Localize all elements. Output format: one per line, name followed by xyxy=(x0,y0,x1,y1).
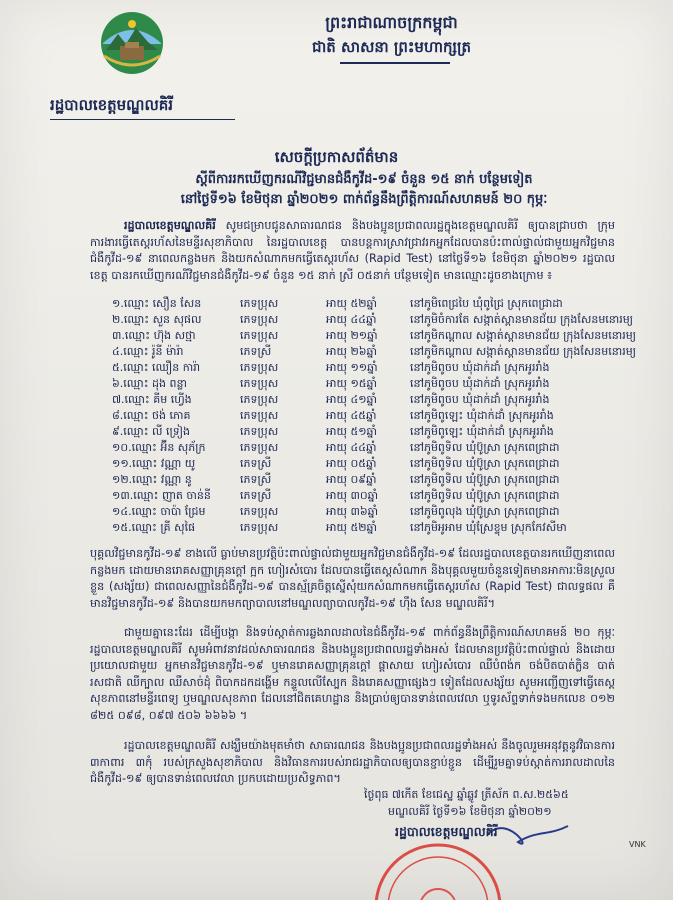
patient-age: អាយុ ៤១ឆ្នាំ xyxy=(326,393,378,406)
patient-age: អាយុ ៤៥ឆ្នាំ xyxy=(326,409,377,422)
patient-age: អាយុ ៣៦ឆ្នាំ xyxy=(326,505,379,518)
patient-address: នៅភូមិកណ្តាល សង្កាត់ស្ពានមានជ័យ ក្រុងសែនមនោរម្យ xyxy=(410,329,636,342)
patient-address: នៅភូមិពូទិល ឃុំប៊ូស្រា ស្រុកពេជ្រាដា xyxy=(410,457,560,470)
motto-divider xyxy=(340,62,450,64)
patient-age: អាយុ ៥២ឆ្នាំ xyxy=(326,297,378,310)
patient-row xyxy=(112,345,636,361)
patient-age: អាយុ ៣០ឆ្នាំ xyxy=(326,489,379,502)
paragraph-contact-history xyxy=(90,546,615,612)
patient-row xyxy=(112,329,636,345)
document-title: សេចក្តីប្រកាសព័ត៌មាន xyxy=(274,148,399,166)
patient-address: នៅភូមិពូចប ឃុំដាក់ដាំ ស្រុកអូររាំង xyxy=(410,377,550,390)
paragraph-appeal xyxy=(90,625,615,724)
kingdom-heading: ព្រះរាជាណាចក្រកម្ពុជា xyxy=(325,13,458,32)
lunar-date: ថ្ងៃពុធ ៧កើត ខែជេស្ឋ ឆ្នាំឆ្លូវ ត្រីស័ក ព.ស.២៥៦៥ xyxy=(364,788,569,801)
patient-age: អាយុ ៤៤ឆ្នាំ xyxy=(326,441,377,454)
patient-sex: ភេទប្រុស xyxy=(240,313,279,326)
paragraph-1-text: បុគ្គលវិជ្ជមានកូវីដ-១៩ ខាងលើ ធ្លាប់មានប្រវត្តិប៉ះពាល់ផ្ទាល់ជាមួយអ្នកវិជ្ជមានជំងឺកូវីដ-១៩ ដែលរដ្ឋបាលខេត្តបានរកឃើញនាពេលកន្លងមក ដោយមានរោគសញ្ញាគ្រុនក្តៅ ក្អក ហៀរសំបោរ ដែលបានធ្វើតេស្តសំណាក និងបុគ្គលមួយចំនួនទៀតមានអាការៈមិនស្រួលខ្លួន (សង្ស័យ) ជាពេលសញ្ញានៃជំងឺកូវីដ-១៩ បានស្ម័គ្រចិត្តស្នើសុំយកសំណាកមកធ្វើតេស្តរហ័ស (Rapid Test) ជាលទ្ធផល គឺមានវិជ្ជមានកូវីដ-១៩ និងបានយកមកព្យាបាលនៅមណ្ឌលព្យាបាលកូវីដ-១៩ ហ៊ឹង សែន មណ្ឌលគិរី។ xyxy=(90,547,615,610)
patient-sex: ភេទស្រី xyxy=(240,345,272,358)
administration-underline xyxy=(50,119,235,120)
patient-name: ៥.ឈ្មោះ ឈឿន ការ៉ា xyxy=(112,361,201,374)
document-headline xyxy=(95,170,633,210)
patient-list xyxy=(112,297,636,537)
patient-name: ១៣.ឈ្មោះ ញាត ចាន់នី xyxy=(112,489,211,502)
patient-name: ១១.ឈ្មោះ វណ្ណា យូ xyxy=(112,457,196,470)
patient-sex: ភេទប្រុស xyxy=(240,441,279,454)
patient-row xyxy=(112,457,632,473)
patient-sex: ភេទប្រុស xyxy=(240,409,279,422)
patient-row xyxy=(112,313,632,329)
patient-age: អាយុ ៤៤ឆ្នាំ xyxy=(326,313,377,326)
patient-address: នៅភូមិអូអាម ឃុំស្រែខ្ទុម ស្រុកកែវសីមា xyxy=(410,521,567,534)
intro-paragraph xyxy=(90,218,615,284)
patient-sex: ភេទប្រុស xyxy=(240,297,279,310)
paragraph-3-text: រដ្ឋបាលខេត្តមណ្ឌលគិរី សង្ឃឹមយ៉ាងមុតមាំថា សាធារណជន និងបងប្អូនប្រជាពលរដ្ឋទាំងអស់ នឹងចូលរួមអនុវត្តនូវវិធានការ ៣កាពារ ៣កុំ របស់ក្រសួងសុខាភិបាល និងវិធានការរបស់រាជរដ្ឋាភិបាលឲ្យបានខ្ជាប់ខ្ជួន ដើម្បីរួមគ្នាទប់ស្កាត់ការរាលដាលនៃជំងឺកូវីដ-១៩ ឲ្យបានទាន់ពេលវេលា ប្រកបដោយប្រសិទ្ធភាព។ xyxy=(90,739,615,785)
patient-address: នៅភូមិពូទិល ឃុំប៊ូស្រា ស្រុកពេជ្រាដា xyxy=(410,441,560,454)
patient-address: នៅភូមិពូចប ឃុំដាក់ដាំ ស្រុកអូររាំង xyxy=(410,393,550,406)
patient-sex: ភេទប្រុស xyxy=(240,377,279,390)
patient-address: នៅភូមិចំការតែ សង្កាត់ស្ពានមានជ័យ ក្រុងសែនមនោរម្យ xyxy=(410,313,634,326)
patient-row xyxy=(112,425,632,441)
headline-line-1: ស្តីពីការរកឃើញករណីវិជ្ជមានជំងឺកូវីដ-១៩ ចំនួន ១៥ នាក់ បន្ថែមទៀត xyxy=(195,172,533,187)
patient-age: អាយុ ០៥ឆ្នាំ xyxy=(326,457,377,470)
patient-name: ១០.ឈ្មោះ អ៊ីន សុភ័ក្រ xyxy=(112,441,206,454)
patient-sex: ភេទប្រុស xyxy=(240,505,279,518)
paragraph-closing xyxy=(90,738,615,788)
patient-address: នៅភូមិពេជ្របៃ ឃុំពូជ្រៃ ស្រុកពេជ្រាដា xyxy=(410,297,563,310)
patient-row xyxy=(112,441,632,457)
patient-name: ៣.ឈ្មោះ ហ៊ុង សថ្មា xyxy=(112,329,196,342)
patient-sex: ភេទស្រី xyxy=(240,473,272,486)
patient-name: ៩.ឈ្មោះ លី ទ្រៀង xyxy=(112,425,191,438)
patient-address: នៅភូមិពូឡេះ ឃុំដាក់ដាំ ស្រុកអូររាំង xyxy=(410,425,554,438)
intro-lead: រដ្ឋបាលខេត្តមណ្ឌលគិរី xyxy=(124,219,216,232)
patient-sex: ភេទប្រុស xyxy=(240,425,279,438)
patient-row xyxy=(112,393,632,409)
patient-name: ១២.ឈ្មោះ វណ្ណា នូ xyxy=(112,473,192,486)
patient-age: អាយុ ១៥ឆ្នាំ xyxy=(326,377,378,390)
patient-row xyxy=(112,377,632,393)
patient-row xyxy=(112,409,632,425)
patient-name: ៧.ឈ្មោះ គីម ហ្វើង xyxy=(112,393,192,406)
patient-row xyxy=(112,521,632,537)
patient-age: អាយុ ០៩ឆ្នាំ xyxy=(326,473,377,486)
patient-address: នៅភូមិកណ្តាល សង្កាត់ស្ពានមានជ័យ ក្រុងសែនមនោរម្យ xyxy=(410,345,636,358)
patient-sex: ភេទស្រី xyxy=(240,457,272,470)
patient-row xyxy=(112,489,632,505)
patient-name: ៨.ឈ្មោះ ថង់ ភោគ xyxy=(112,409,191,422)
patient-address: នៅភូមិពូលុង ឃុំប៊ូស្រា ស្រុកពេជ្រាដា xyxy=(410,505,560,518)
patient-row xyxy=(112,505,632,521)
patient-name: ១៤.ឈ្មោះ ចាប៉ា ជ្រែម xyxy=(112,505,206,518)
patient-row xyxy=(112,473,632,489)
patient-age: អាយុ ២៦ឆ្នាំ xyxy=(326,345,378,358)
patient-name: ៦.ឈ្មោះ ដុង ពន្លា xyxy=(112,377,187,390)
patient-address: នៅភូមិពូឡេះ ឃុំដាក់ដាំ ស្រុកអូររាំង xyxy=(410,409,554,422)
solar-date: មណ្ឌលគិរី ថ្ងៃទី១៦ ខែមិថុនា ឆ្នាំ២០២១ xyxy=(388,805,552,818)
patient-sex: ភេទប្រុស xyxy=(240,521,279,534)
patient-name: ១៥.ឈ្មោះ គ្រី សុផៃ xyxy=(112,521,196,534)
patient-sex: ភេទប្រុស xyxy=(240,361,279,374)
footer-mark: VNK xyxy=(629,840,646,849)
patient-name: ៤.ឈ្មោះ រ៉ូនី ម៉ារ៉ា xyxy=(112,345,184,358)
patient-address: នៅភូមិពូទិល ឃុំប៊ូស្រា ស្រុកពេជ្រាដា xyxy=(410,489,560,502)
signature-title: រដ្ឋបាលខេត្តមណ្ឌលគិរី xyxy=(395,824,498,839)
patient-age: អាយុ ៥១ឆ្នាំ xyxy=(326,425,378,438)
patient-sex: ភេទស្រី xyxy=(240,489,272,502)
patient-address: នៅភូមិពូចប ឃុំដាក់ដាំ ស្រុកអូររាំង xyxy=(410,361,550,374)
patient-row xyxy=(112,297,632,313)
patient-sex: ភេទប្រុស xyxy=(240,329,279,342)
patient-name: ២.ឈ្មោះ សួន សុផល xyxy=(112,313,202,326)
patient-age: អាយុ ១១ឆ្នាំ xyxy=(326,361,378,374)
patient-age: អាយុ ២១ឆ្នាំ xyxy=(326,329,378,342)
headline-line-2: នៅថ្ងៃទី១៦ ខែមិថុនា ឆ្នាំ២០២១ ពាក់ព័ន្ធនឹងព្រឹត្តិការណ៍សហគមន៍ ២០ កុម្ភៈ xyxy=(180,192,548,207)
patient-address: នៅភូមិពូទិល ឃុំប៊ូស្រា ស្រុកពេជ្រាដា xyxy=(410,473,560,486)
national-motto: ជាតិ សាសនា ព្រះមហាក្សត្រ xyxy=(312,38,471,56)
administration-name: រដ្ឋបាលខេត្តមណ្ឌលគិរី xyxy=(50,96,174,114)
patient-sex: ភេទប្រុស xyxy=(240,393,279,406)
patient-row xyxy=(112,361,632,377)
intro-text: សូមជម្រាបជូនសាធារណជន និងបងប្អូនប្រជាពលរដ្ឋក្នុងខេត្តមណ្ឌលគិរី ឲ្យបានជ្រាបថា ក្រុមការងារធ្វើតេស្តរហ័សនៃមន្ទីរសុខាភិបាល នៃរដ្ឋបាលខេត្ត បានបន្តការស្រាវជ្រាវរកអ្នកដែលបានប៉ះពាល់ផ្ទាល់ជាមួយអ្នកវិជ្ជមានជំងឺកូវីដ-១៩ នាពេលកន្លងមក និងយកសំណាកមកធ្វើតេស្តរហ័ស (Rapid Test) នៅថ្ងៃទី១៦ ខែមិថុនា ឆ្នាំ២០២១ រដ្ឋបាលខេត្ត បានរកឃើញករណីវិជ្ជមានជំងឺកូវីដ-១៩ ចំនួន ១៥ នាក់ ស្រី ០៥នាក់ បន្ថែមទៀត មានឈ្មោះដូចខាងក្រោម ៖ xyxy=(90,219,615,282)
patient-name: ១.ឈ្មោះ សឿន សែន xyxy=(112,297,202,310)
patient-age: អាយុ ៥២ឆ្នាំ xyxy=(326,521,378,534)
paragraph-2-text: ជាមួយគ្នានេះដែរ ដើម្បីបង្កា និងទប់ស្កាត់ការឆ្លងរាលដាលនៃជំងឺកូវីដ-១៩ ពាក់ព័ន្ធនឹងព្រឹត្តិការណ៍សហគមន៍ ២០ កុម្ភៈ រដ្ឋបាលខេត្តមណ្ឌលគិរី សូមអំពាវនាវដល់សាធារណជន និងបងប្អូនប្រជាពលរដ្ឋទាំងអស់ ដែលមានប្រវត្តិប៉ះពាល់ផ្ទាល់ និងដោយប្រយោលជាមួយ អ្នកមានវិជ្ជមានកូវីដ-១៩ ឬមានរោគសញ្ញាគ្រុនក្តៅ ផ្តាសាយ ហៀរសំបោរ ឈឺបំពង់ក ចង់បិតបាត់ក្លិន បាត់រសជាតិ ឈឺក្បាល ឈឺសាច់ដុំ ពិបាកដកដង្ហើម កន្ទួលលើស្បែក និងរោគសញ្ញាផ្សេងៗ ទៀតដែលសង្ស័យ សូមអញ្ជើញទៅធ្វើតេស្តសុខភាពនៅមន្ទីរពេទ្យ ឬមណ្ឌលសុខភាព ដែលនៅជិតគេហដ្ឋាន និងប្រាប់ឲ្យបានទាន់ពេលវេលា ឬទូរស័ព្ទទាក់ទងមកលេខ ០១២ ៨២៥ ០៩៨, ០៩៧ ៥០៦ ៦៦៦៦ ។ xyxy=(90,626,615,722)
